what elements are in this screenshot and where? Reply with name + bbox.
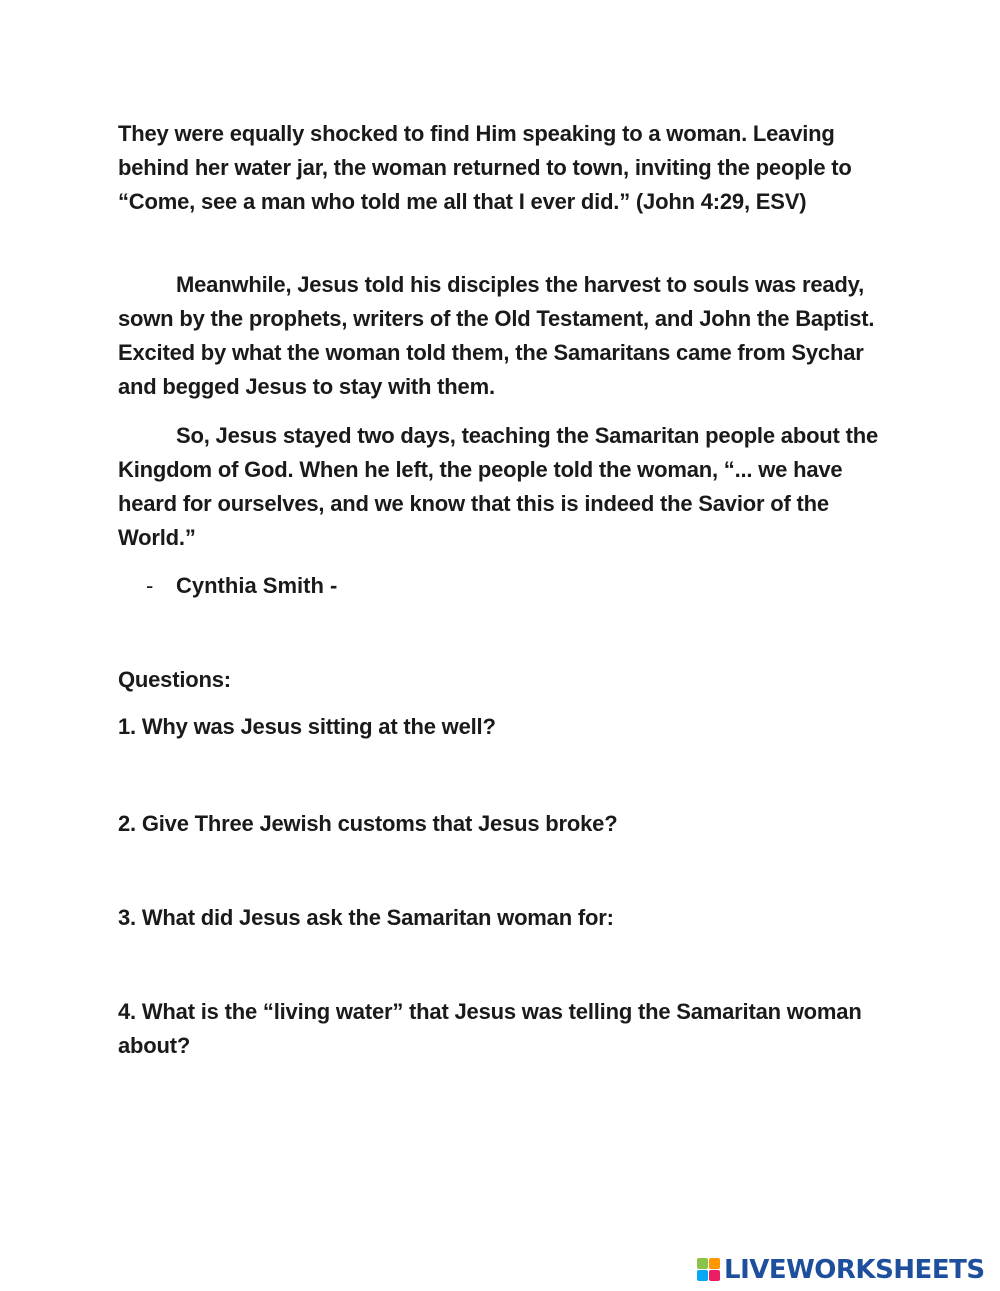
signature-dash: - xyxy=(146,573,154,598)
liveworksheets-logo-icon xyxy=(697,1258,721,1282)
question-1: 1. Why was Jesus sitting at the well? xyxy=(118,714,496,739)
author-signature xyxy=(146,569,337,603)
paragraph-3: So, Jesus stayed two days, teaching the Samaritan people about the Kingdom of God. When he left, the people told the woman, “... we have heard for ourselves, and we know that this is indeed the Savior of the World.” xyxy=(118,423,878,550)
question-4: 4. What is the “living water” that Jesus was telling the Samaritan woman about? xyxy=(118,999,862,1058)
liveworksheets-branding xyxy=(697,1255,985,1285)
brand-name: LIVEWORKSHEETS xyxy=(724,1255,985,1285)
question-2: 2. Give Three Jewish customs that Jesus broke? xyxy=(118,811,618,836)
paragraph-2: Meanwhile, Jesus told his disciples the harvest to souls was ready, sown by the prophets, writers of the Old Testament, and John the Baptist. Excited by what the woman told them, the Samaritans came from Sychar and begged Jesus to stay with them. xyxy=(118,272,875,399)
question-3: 3. What did Jesus ask the Samaritan woman for: xyxy=(118,905,614,930)
questions-heading: Questions: xyxy=(118,667,231,692)
author-name: Cynthia Smith - xyxy=(176,573,338,598)
paragraph-1: They were equally shocked to find Him speaking to a woman. Leaving behind her water jar, the woman returned to town, inviting the people to “Come, see a man who told me all that I ever did.” (John 4:29, ESV) xyxy=(118,121,852,214)
